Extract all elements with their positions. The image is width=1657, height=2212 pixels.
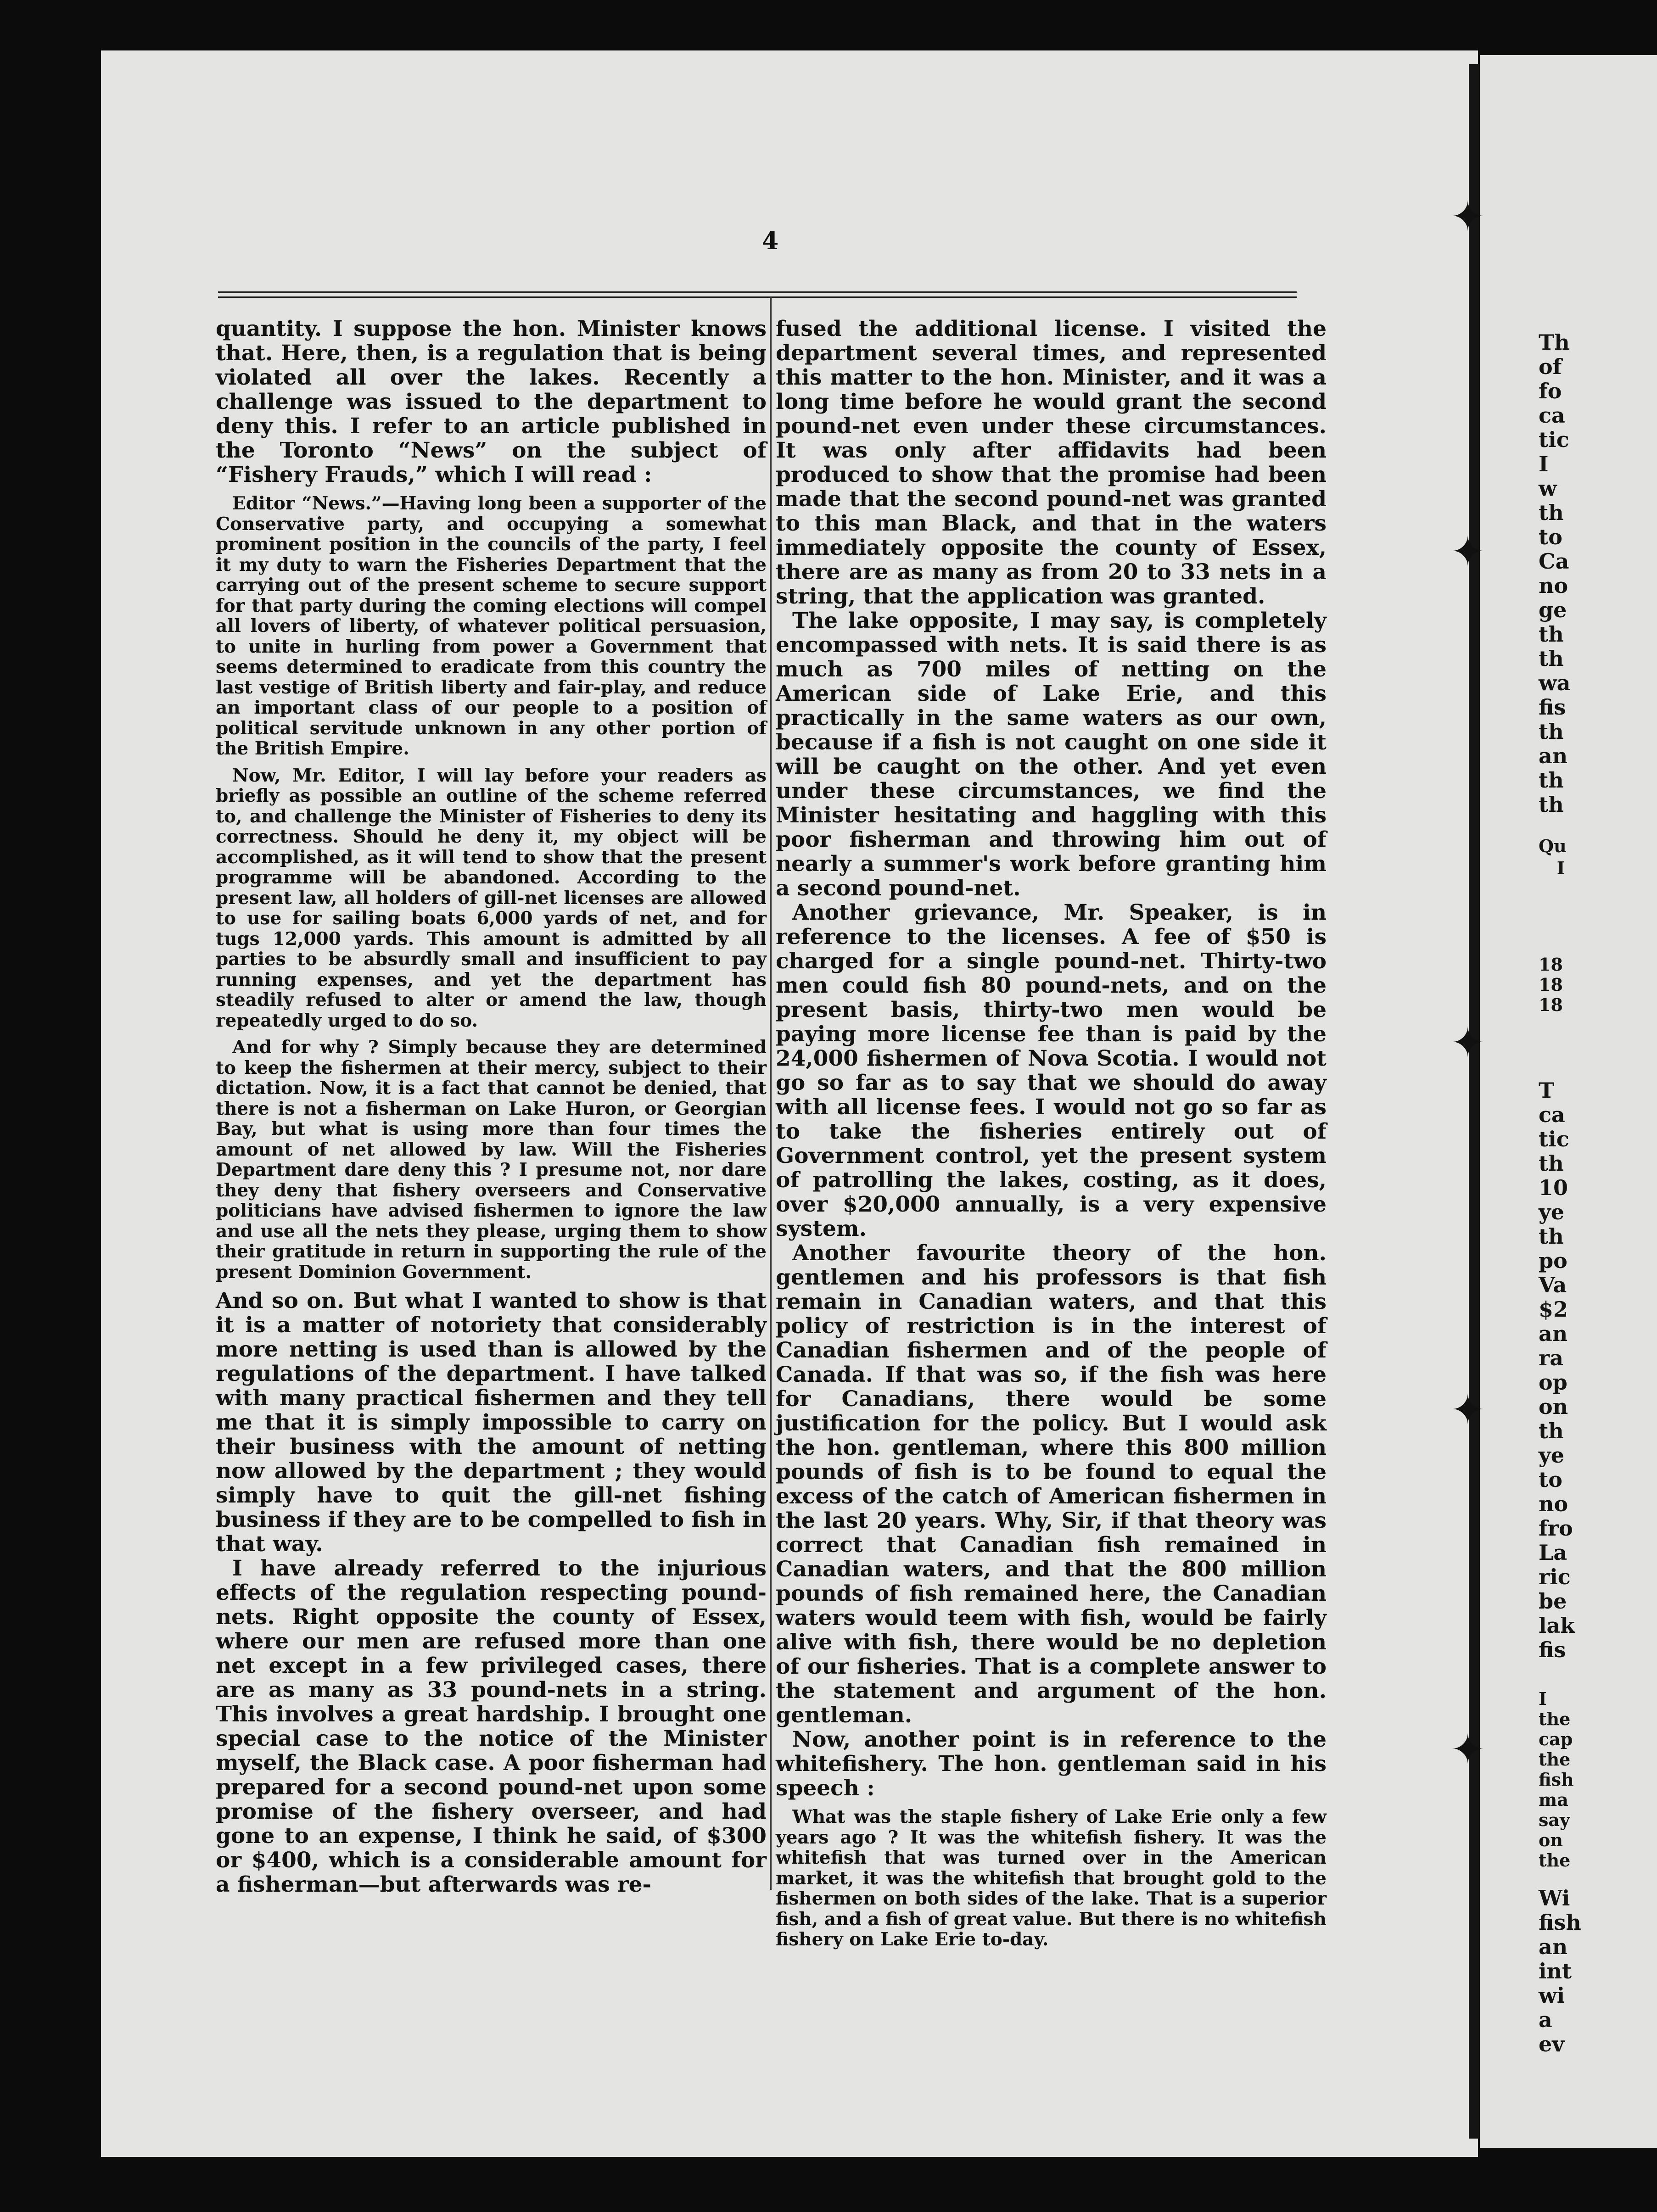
quoted-letter-paragraph: Editor “News.”—Having long been a supporter of the Conservative party, and occupying a somewhat prominent position in the councils of the party, I feel it my duty to warn the Fisheries Department that the carrying out of the present scheme to secure support for that party during the coming elections will compel all lovers of liberty, of whatever political persuasion, to unite in hurling from power a Government that seems determined to eradicate from this country the last vestige of British liberty and fair-play, and reduce an important class of our people to a position of political servitude unknown in any other portion of the British Empire.: [216, 493, 767, 759]
next-page-fragment-top: Th of fo ca tic I w th to Ca no ge th th wa fis th an th th: [1539, 330, 1571, 817]
quoted-letter-paragraph: And for why ? Simply because they are determined to keep the fishermen at their mercy, subject to their dictation. Now, it is a fact that cannot be denied, that there is not a fisherman on Lake Huron, or Georgian Bay, but what is using more than four times the amount of net allowed by law. Will the Fisheries Department dare deny this ? I presume not, nor dare they deny that fishery overseers and Conservative politicians have advised fishermen to ignore the law and use all the nets they please, urging them to show their gratitude in return in supporting the rule of the present Dominion Government.: [216, 1037, 767, 1283]
paragraph: I have already referred to the injurious effects of the regulation respecting pound-nets. Right opposite the county of Essex, where our men are refused more than one net except in a few privileged cases, there are as many as 33 pound-nets in a string. This involves a great hardship. I brought one special case to the notice of the Minister myself, the Black case. A poor fisherman had prepared for a second pound-net upon some promise of the fishery overseer, and had gone to an expense, I think he said, of $300 or $400, which is a considerable amount for a fisherman—but afterwards was re-: [216, 1556, 767, 1897]
paragraph: fused the additional license. I visited the department several times, and represented this matter to the hon. Minister, and it was a long time before he would grant the second pound-net even under these circumstances. It was only after affidavits had been produced to show that the promise had been made that the second pound-net was granted to this man Black, and that in the waters immediately opposite the county of Essex, there are as many as from 20 to 33 nets in a string, that the application was granted.: [776, 316, 1327, 609]
paragraph: Another favourite theory of the hon. gentlemen and his professors is that fish remain in Canadian waters, and that this policy of restriction is in the interest of Canadian fishermen and of the people of Canada. If that was so, if the fish was here for Canadians, there would be some justification for the policy. But I would ask the hon. gentleman, where this 800 million pounds of fish is to be found to equal the excess of the catch of American fishermen in the last 20 years. Why, Sir, if that theory was correct that Canadian fish remained in Canadian waters, and that the 800 million pounds of fish remained here, the Canadian waters would teem with fish, would be fairly alive with fish, there would be no depletion of our fisheries. That is a complete answer to the statement and argument of the hon. gentleman.: [776, 1240, 1327, 1728]
next-page-fragment-years: 18 18 18: [1539, 954, 1563, 1015]
next-page-fragment-mid: T ca tic th 10 ye th po Va $2 an ra op on th ye to no fro La ric be lak fis: [1539, 1078, 1575, 1662]
paragraph: Now, another point is in reference to the whitefishery. The hon. gentleman said in his speech :: [776, 1727, 1327, 1801]
right-column: [776, 317, 1327, 1956]
binding-thread-mark: ✦: [1450, 1726, 1485, 1774]
binding-thread-mark: ✦: [1450, 1019, 1485, 1067]
left-column: [216, 317, 767, 1897]
binding-thread-mark: ✦: [1450, 193, 1485, 241]
paragraph: Another grievance, Mr. Speaker, is in reference to the licenses. A fee of $50 is charged for a single pound-net. Thirty-two men could fish 80 pound-nets, and on the present basis, thirty-two men would be paying more license fee than is paid by the 24,000 fishermen of Nova Scotia. I would not go so far as to say that we should do away with all license fees. I would not go so far as to take the fisheries entirely out of Government control, yet the present system of patrolling the lakes, costing, as it does, over $20,000 annually, is a very expensive system.: [776, 900, 1327, 1241]
paragraph: quantity. I suppose the hon. Minister knows that. Here, then, is a regulation that is being violated all over the lakes. Recently a challenge was issued to the department to deny this. I refer to an article published in the Toronto “News” on the subject of “Fishery Frauds,” which I will read :: [216, 316, 767, 487]
next-page-fragment-q: Qu I: [1539, 836, 1567, 878]
book-gutter: [1469, 64, 1480, 2139]
quoted-speech-paragraph: What was the staple fishery of Lake Erie only a few years ago ? It was the whitefish fishery. It was the whitefish that was turned over in the American market, it was the whitefish that brought gold to the fishermen on both sides of the lake. That is a superior fish, and a fish of great value. But there is no whitefish fishery on Lake Erie to-day.: [776, 1806, 1327, 1950]
next-page-fragment-bottom: Wi fish an int wi a ev: [1539, 1886, 1581, 2056]
paragraph: The lake opposite, I may say, is completely encompassed with nets. It is said there is as much as 700 miles of netting on the American side of Lake Erie, and this practically in the same waters as our own, because if a fish is not caught on one side it will be caught on the other. And yet even under these circumstances, we find the Minister hesitating and haggling with this poor fisherman and throwing him out of nearly a summer's work before granting him a second pound-net.: [776, 608, 1327, 901]
quoted-letter-paragraph: Now, Mr. Editor, I will lay before your readers as briefly as possible an outline of the scheme referred to, and challenge the Minister of Fisheries to deny its correctness. Should he deny it, my object will be accomplished, as it will tend to show that the present programme will be abandoned. According to the present law, all holders of gill-net licenses are allowed to use for sailing boats 6,000 yards of net, and for tugs 12,000 yards. This amount is admitted by all parties to be absurdly small and insufficient to pay running expenses, and yet the department has steadily refused to alter or amend the law, though repeatedly urged to do so.: [216, 765, 767, 1031]
next-page-fragment-low: I the cap the fish ma say on the: [1539, 1688, 1574, 1871]
header-rule: [218, 291, 1297, 293]
paragraph: And so on. But what I wanted to show is that it is a matter of notoriety that considerably more netting is used than is allowed by the regulations of the department. I have talked with many practical fishermen and they tell me that it is simply impossible to carry on their business with the amount of netting now allowed by the department ; they would simply have to quit the gill-net fishing business if they are to be compelled to fish in that way.: [216, 1288, 767, 1557]
binding-thread-mark: ✦: [1450, 1386, 1485, 1434]
next-page-edge: [1480, 55, 1657, 2148]
page-number: 4: [762, 227, 779, 255]
column-divider: [770, 297, 772, 1890]
header-rule: [218, 296, 1297, 298]
binding-thread-mark: ✦: [1450, 528, 1485, 576]
